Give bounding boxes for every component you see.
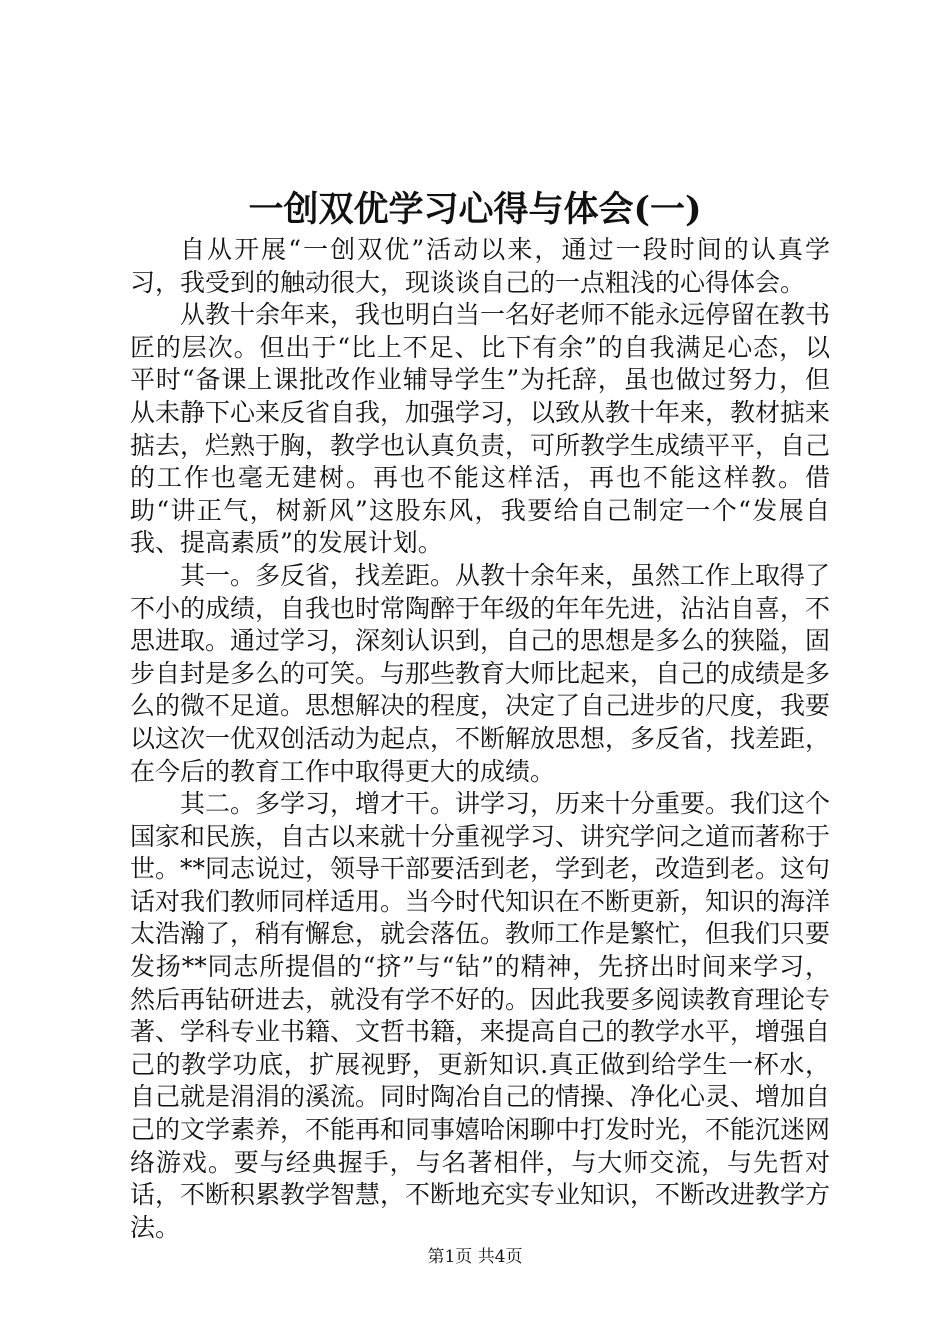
paragraph-point-two: 其二。多学习，增才干。讲学习，历来十分重要。我们这个国家和民族，自古以来就十分重视学习、讲究学问之道而著称于世。**同志说过，领导干部要活到老，学到老，改造到老。这句话对我们教师同样适用。当今时代知识在不断更新，知识的海洋太浩瀚了，稍有懈怠，就会落伍。教师工作是繁忙，但我们只要发扬**同志所提倡的“挤”与“钻”的精神，先挤出时间来学习，然后再钻研进去，就没有学不好的。因此我要多阅读教育理论专著、学科专业书籍、文哲书籍，来提高自己的教学水平，增强自己的教学功底，扩展视野，更新知识.真正做到给学生一杯水，自己就是涓涓的溪流。同时陶冶自己的情操、净化心灵、增加自己的文学素养，不能再和同事嬉哈闲聊中打发时光，不能沉迷网络游戏。要与经典握手，与名著相伴，与大师交流，与先哲对话，不断积累教学智慧，不断地充实专业知识，不断改进教学方法。: [130, 789, 831, 1242]
document-title: 一创双优学习心得与体会(一): [248, 189, 702, 230]
document-body: [130, 234, 830, 1244]
page-footer: 第1页 共4页: [427, 1247, 523, 1267]
paragraph-reflection: 从教十余年来，我也明白当一名好老师不能永远停留在教书匠的层次。但出于“比上不足、比下有余”的自我满足心态，以平时“备课上课批改作业辅导学生”为托辞，虽也做过努力，但从未静下心来反省自我，加强学习，以致从教十年来，教材掂来掂去，烂熟于胸，教学也认真负责，可所教学生成绩平平，自己的工作也毫无建树。再也不能这样活，再也不能这样教。借助“讲正气，树新风”这股东风，我要给自己制定一个“发展自我、提高素质”的发展计划。: [130, 300, 831, 558]
paragraph-intro: 自从开展“一创双优”活动以来，通过一段时间的认真学习，我受到的触动很大，现谈谈自己的一点粗浅的心得体会。: [130, 235, 830, 297]
paragraph-point-one: 其一。多反省，找差距。从教十余年来，虽然工作上取得了不小的成绩，自我也时常陶醉于年级的年年先进，沾沾自喜，不思进取。通过学习，深刻认识到，自己的思想是多么的狭隘，固步自封是多么的可笑。与那些教育大师比起来，自己的成绩是多么的微不足道。思想解决的程度，决定了自己进步的尺度，我要以这次一优双创活动为起点，不断解放思想，多反省，找差距，在今后的教育工作中取得更大的成绩。: [130, 560, 831, 786]
